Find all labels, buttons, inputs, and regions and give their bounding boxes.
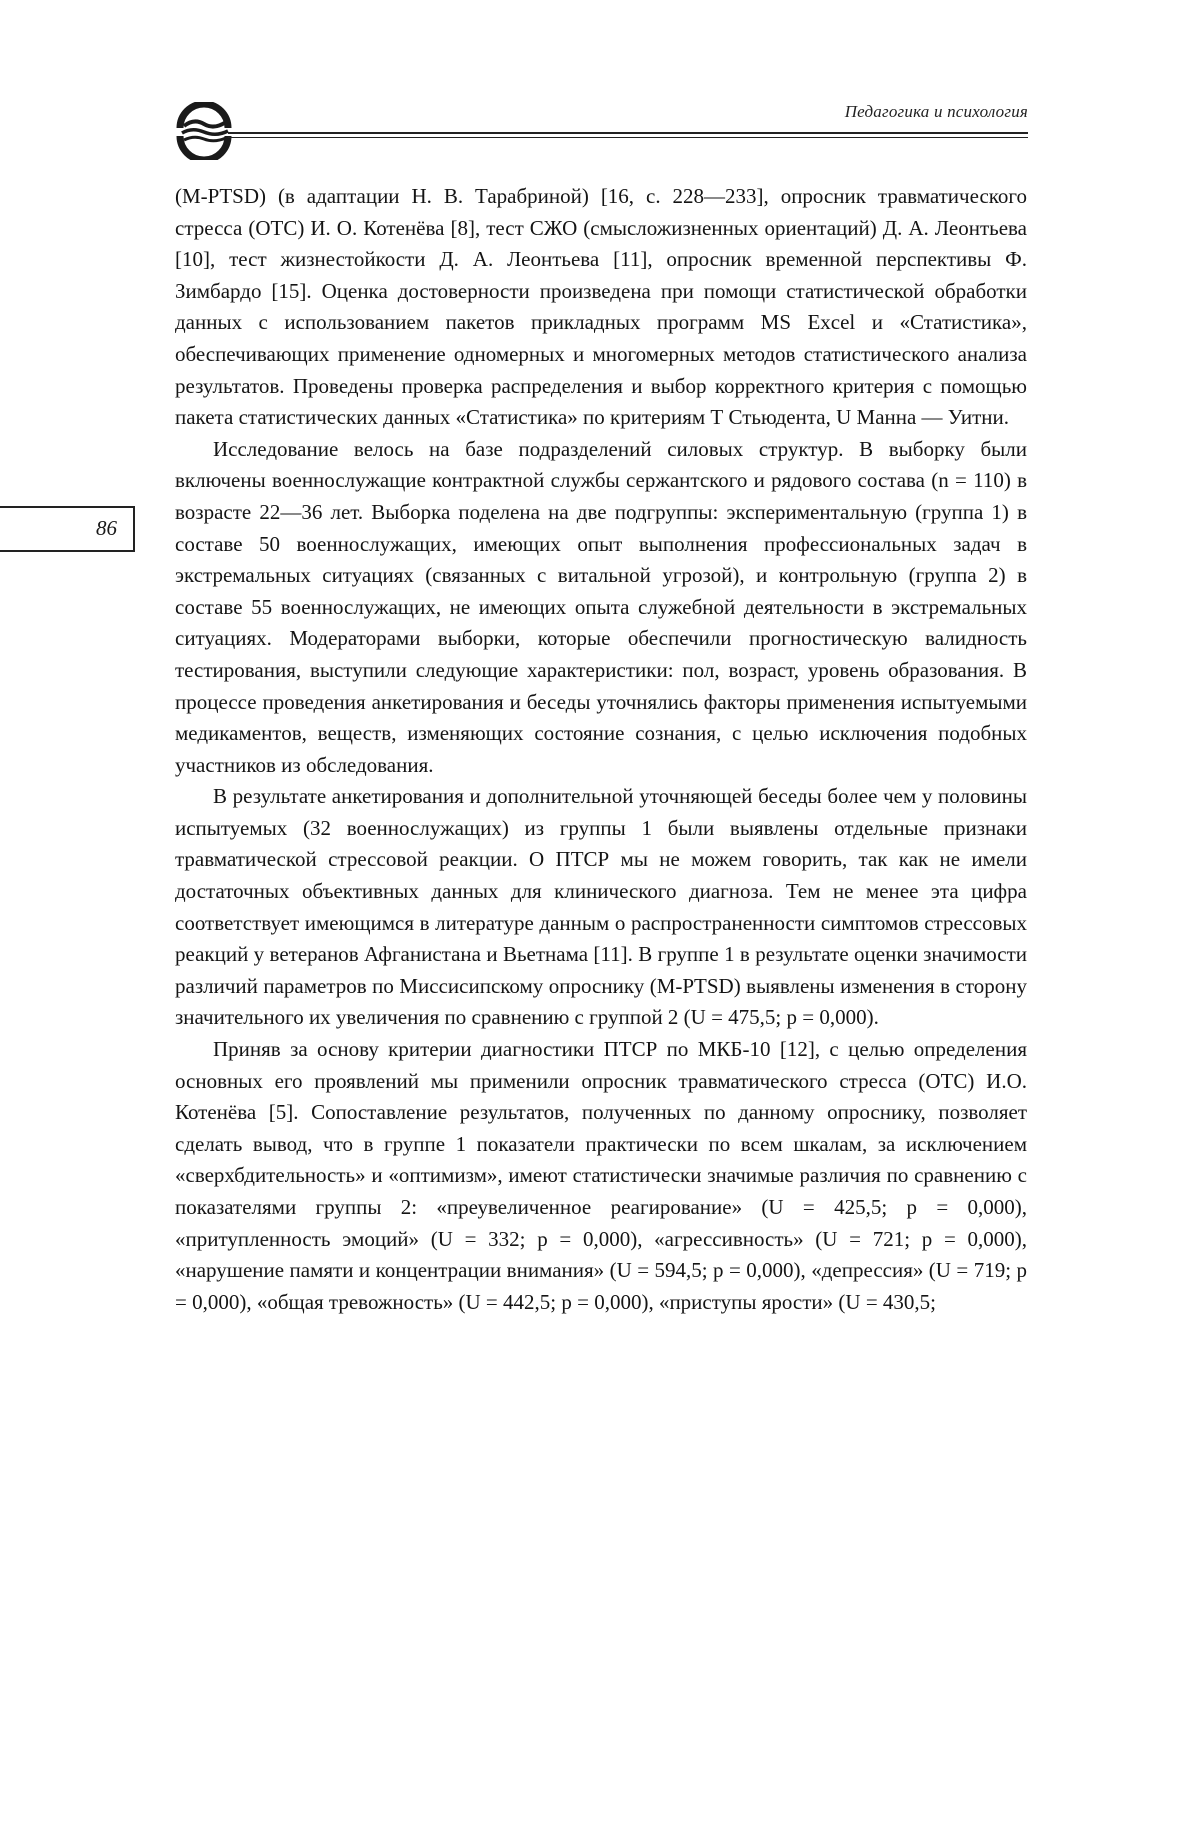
journal-logo-icon <box>172 102 236 160</box>
paragraph-3: В результате анкетирования и дополнительной уточняющей беседы более чем у половины испытуемых (32 военнослужащих) из группы 1 были выявлены отдельные признаки травматической стрессовой реакции. О ПТСР мы не можем говорить, так как не имели достаточных объективных данных для клинического диагноза. Тем не менее эта цифра соответствует имеющимся в литературе данным о распространенности симптомов стрессовых реакций у ветеранов Афганистана и Вьетнама [11]. В группе 1 в результате оценки значимости различий параметров по Миссисипскому опроснику (M-PTSD) выявлены изменения в сторону значительного их увеличения по сравнению с группой 2 (U = 475,5; p = 0,000). <box>175 784 1027 1030</box>
page-number: 86 <box>96 516 117 540</box>
page-header <box>172 96 1028 156</box>
article-body <box>175 181 1027 1318</box>
paragraph-2: Исследование велось на базе подразделений силовых структур. В выборку были включены военнослужащие контрактной службы сержантского и рядового состава (n = 110) в возрасте 22—36 лет. Выборка поделена на две подгруппы: экспериментальную (группа 1) в составе 50 военнослужащих, имеющих опыт выполнения профессиональных задач в экстремальных ситуациях (связанных с витальной угрозой), и контрольную (группа 2) в составе 55 военнослужащих, не имеющих опыта служебной деятельности в экстремальных ситуациях. Модераторами выборки, которые обеспечили прогностическую валидность тестирования, выступили следующие характеристики: пол, возраст, уровень образования. В процессе проведения анкетирования и беседы уточнялись факторы применения испытуемыми медикаментов, веществ, изменяющих состояние сознания, с целью исключения подобных участников из обследования. <box>175 436 1027 777</box>
page-number-box <box>0 506 135 552</box>
header-rule <box>228 132 1028 138</box>
running-title: Педагогика и психология <box>844 102 1028 121</box>
paragraph-1: (M-PTSD) (в адаптации Н. В. Тарабриной) [16, с. 228—233], опросник травматического стресса (ОТС) И. О. Котенёва [8], тест СЖО (смысложизненных ориентаций) Д. А. Леонтьева [10], тест жизнестойкости Д. А. Леонтьева [11], опросник временной перспективы Ф. Зимбардо [15]. Оценка достоверности произведена при помощи статистической обработки данных с использованием пакетов прикладных программ MS Excel и «Статистика», обеспечивающих применение одномерных и многомерных методов статистического анализа результатов. Проведены проверка распределения и выбор корректного критерия с помощью пакета статистических данных «Статистика» по критериям Т Стьюдента, U Манна — Уитни. <box>175 184 1027 430</box>
paragraph-4: Приняв за основу критерии диагностики ПТСР по МКБ-10 [12], с целью определения основных его проявлений мы применили опросник травматического стресса (ОТС) И.О. Котенёва [5]. Сопоставление результатов, полученных по данному опроснику, позволяет сделать вывод, что в группе 1 показатели практически по всем шкалам, за исключением «сверхбдительность» и «оптимизм», имеют статистически значимые различия по сравнению с показателями группы 2: «преувеличенное реагирование» (U = 425,5; p = 0,000), «притупленность эмоций» (U = 332; p = 0,000), «агрессивность» (U = 721; p = 0,000), «нарушение памяти и концентрации внимания» (U = 594,5; p = 0,000), «депрессия» (U = 719; p = 0,000), «общая тревожность» (U = 442,5; p = 0,000), «приступы ярости» (U = 430,5; <box>175 1037 1028 1314</box>
